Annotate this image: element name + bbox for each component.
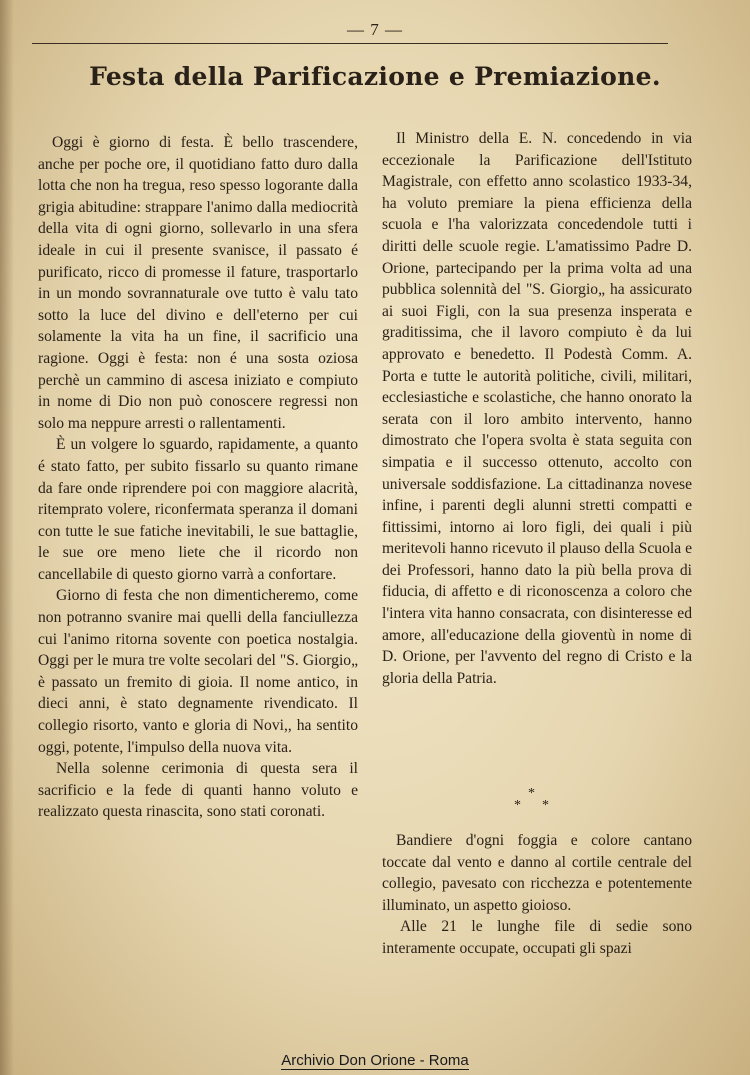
paragraph: Nella solenne cerimonia di questa sera il sacrificio e la fede di quanti hanno voluto e realizzato questa rinascita, sono stati coronati. (38, 760, 358, 821)
page-number: — 7 — (347, 20, 403, 39)
article-title: Festa della Parificazione e Premiazione. (89, 62, 661, 91)
asterism-separator (500, 786, 560, 816)
paragraph: È un volgere lo sguardo, rapidamente, a quanto é stato fatto, per subito fissarlo su quanto rimane da fare onde riprendere poi con maggiore alacrità, ritemprato volere, riconfermata speranza il domani con tutte le sue fatiche inevitabili, le sue battaglie, le sue ore meno liete che il ricordo non cancellabile di questo giorno varrà a confortare. (38, 436, 358, 583)
right-column-continued (382, 830, 692, 960)
paragraph: Il Ministro della E. N. concedendo in via eccezionale la Parificazione dell'Istituto Magistrale, con effetto anno scolastico 1933-34, ha voluto premiare la piena efficienza della scuola e l'ha valorizzata concedendole tutti i diritti delle scuole regie. L'amatissimo Padre D. Orione, partecipando per la prima volta ad una pubblica solennità del "S. Giorgio„ ha assicurato ai suoi Figli, con la sua presenza insperata e graditissima, che il lavoro compiuto è da lui approvato e benedetto. Il Podestà Comm. A. Porta e tutte le autorità politiche, civili, militari, ecclesiastiche e scolastiche, che hanno onorato la serata con il loro ambito intervento, hanno dimostrato che l'opera svolta è stata seguita con simpatia e il successo ottenuto, accolto con universale soddisfazione. La cittadinanza novese infine, i parenti degli alunni stretti compatti e fittissimi, intorno ai loro figli, dei quali i più meritevoli hanno ricevuto il plauso della Scuola e dei Professori, hanno dato la più bella prova di fiducia, di affetto e di riconoscenza a coloro che l'intera vita hanno consacrata, con disinteresse ed amore, all'educazione della gioventù in nome di D. Orione, per l'avvento del regno di Cristo e la gloria della Patria. (382, 130, 692, 687)
paragraph: Bandiere d'ogni foggia e colore cantano toccate dal vento e danno al cortile centrale del collegio, pavesato con ricchezza e potentemente illuminato, un aspetto gioioso. (382, 832, 692, 914)
paragraph: Giorno di festa che non dimenticheremo, come non potranno svanire mai quelli della fanciullezza cui l'animo ritorna sovente con poetica nostalgia. Oggi per le mura tre volte secolari del "S. Giorgio„ è passato un fremito di gioia. Il nome antico, in dieci anni, è stato degnamente rivendicato. Il collegio risorto, vanto e gloria di Novi,, ha sentito oggi, potente, l'impulso della nuova vita. (38, 587, 358, 756)
header-rule (32, 43, 668, 44)
asterisk: * (528, 786, 535, 801)
asterisk: * (514, 798, 521, 813)
binding-shadow (0, 0, 14, 1075)
paragraph: Alle 21 le lunghe file di sedie sono interamente occupate, occupati gli spazi (382, 918, 692, 957)
paragraph: Oggi è giorno di festa. È bello trascendere, anche per poche ore, il quotidiano fatto duro dalla lotta che non ha tregua, reso spesso logorante dalla grigia abitudine: strappare l'animo dalla mediocrità della vita di ogni giorno, sollevarlo in una sfera ideale in cui il presente svanisce, il passato é purificato, ricco di promesse il fature, trasportarlo in un mondo sovrannaturale ove tutto è valu tato sotto la luce del divino e dell'eterno per cui solamente la vita ha un fine, il sacrificio una ragione. Oggi è festa: non é una sosta oziosa perchè un cammino di ascesa iniziato e compiuto in nome di Dio non può conoscere regressi non solo ma neppure arresti o rallentamenti. (38, 134, 358, 432)
asterisk: * (542, 798, 549, 813)
right-column (382, 128, 692, 689)
left-column (38, 132, 358, 823)
archive-label: Archivio Don Orione - Roma (281, 1052, 469, 1069)
archive-footer (0, 1052, 750, 1069)
